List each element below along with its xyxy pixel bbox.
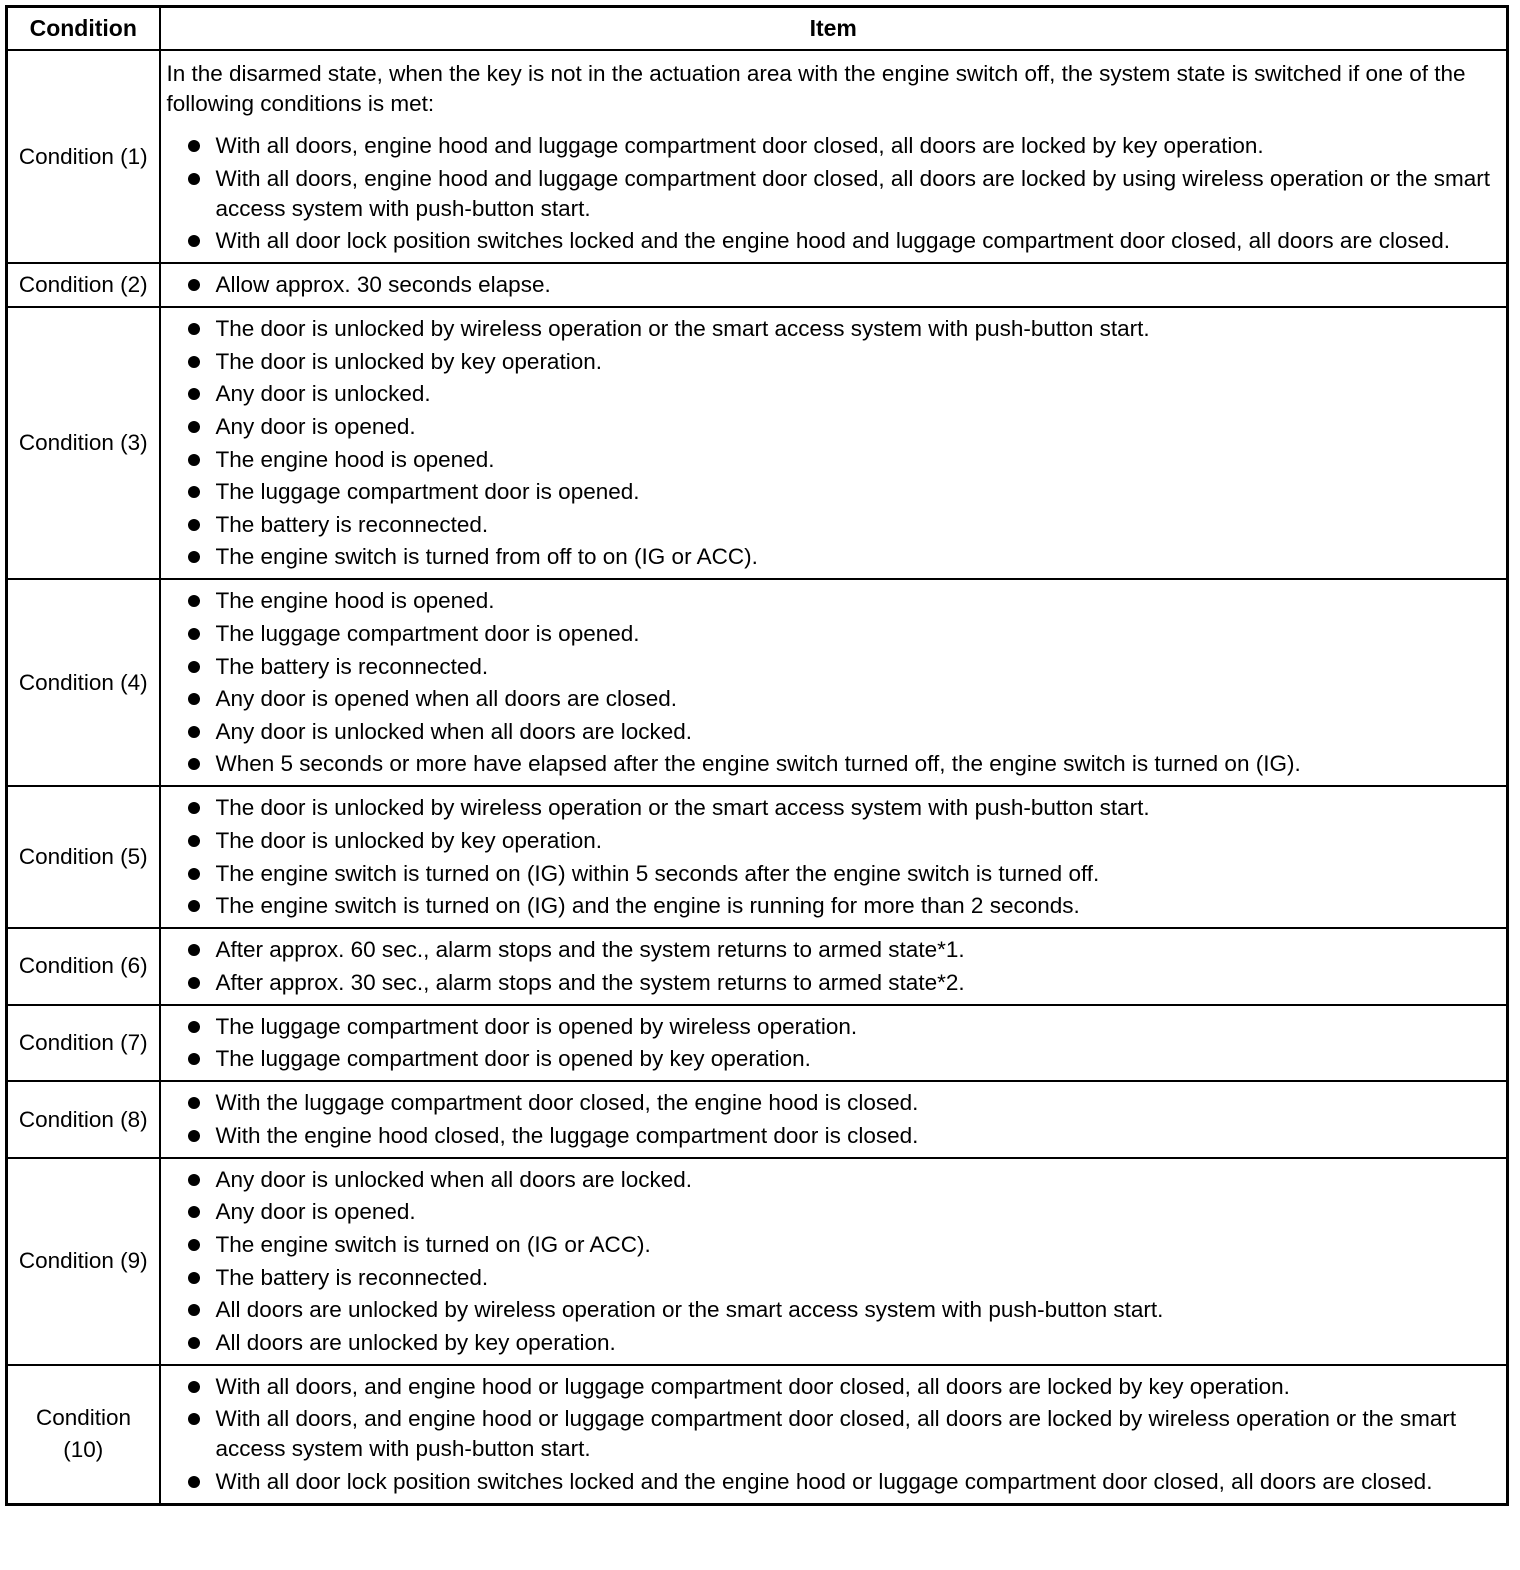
list-item-text: With all doors, engine hood and luggage compartment door closed, all doors are locked by key operation.	[215, 133, 1264, 158]
list-item	[167, 445, 1499, 475]
table-row	[7, 1005, 1508, 1082]
list-item	[167, 1295, 1499, 1325]
bullet-icon	[188, 944, 200, 956]
list-item-text: The engine switch is turned on (IG) and the engine is running for more than 2 seconds.	[215, 893, 1080, 919]
list-item	[167, 859, 1499, 889]
list-item-text: Any door is unlocked when all doors are locked.	[215, 1166, 693, 1192]
list-item-text: When 5 seconds or more have elapsed after the engine switch turned off, the engine switch is turned on (IG).	[215, 751, 1301, 777]
list-item-text: Any door is opened.	[215, 1199, 416, 1225]
bullet-icon	[188, 551, 200, 563]
table-row	[7, 1081, 1508, 1158]
list-item-text: The engine hood is opened.	[215, 446, 495, 472]
list-item	[167, 935, 1499, 965]
list-item	[167, 749, 1499, 779]
bullet-icon	[188, 388, 200, 400]
list-item	[167, 1121, 1499, 1151]
bullet-icon	[188, 1097, 200, 1109]
bullet-icon	[188, 693, 200, 705]
list-item	[167, 826, 1499, 856]
table-row	[7, 1158, 1508, 1365]
list-item	[167, 793, 1499, 823]
bullet-icon	[188, 661, 200, 673]
list-item-text: The luggage compartment door is opened by key operation.	[215, 1046, 811, 1072]
bullet-list	[167, 1088, 1499, 1151]
list-item	[167, 1263, 1499, 1293]
list-item	[167, 510, 1499, 540]
table-body	[7, 50, 1508, 1505]
bullet-list	[167, 270, 1499, 300]
condition-cell: Condition (2)	[7, 263, 160, 307]
list-item-text: The door is unlocked by wireless operation or the smart access system with push-button start.	[215, 316, 1150, 342]
bullet-icon	[188, 1476, 200, 1488]
list-item	[167, 1165, 1499, 1195]
list-item-text: The battery is reconnected.	[215, 1264, 489, 1290]
list-item	[167, 1012, 1499, 1042]
bullet-icon	[188, 1239, 200, 1251]
list-item-text: With all doors, and engine hood or luggage compartment door closed, all doors are locked by key operation.	[215, 1373, 1290, 1399]
bullet-icon	[188, 1130, 200, 1142]
item-cell	[160, 579, 1508, 786]
condition-cell: Condition (7)	[7, 1005, 160, 1082]
list-item-text: The engine switch is turned on (IG or ACC).	[215, 1232, 651, 1258]
condition-cell: Condition (8)	[7, 1081, 160, 1158]
list-item	[167, 1088, 1499, 1118]
list-item-text: The engine switch is turned on (IG) within 5 seconds after the engine switch is turned off.	[215, 860, 1100, 886]
list-item-text: With the luggage compartment door closed, the engine hood is closed.	[215, 1090, 919, 1116]
list-item	[167, 164, 1499, 224]
list-item	[167, 131, 1499, 161]
bullet-list	[167, 935, 1499, 998]
intro-text: In the disarmed state, when the key is not in the actuation area with the engine switch off, the system state is switched if one of the following conditions is met:	[166, 61, 1466, 116]
table-row	[7, 307, 1508, 579]
list-item	[167, 314, 1499, 344]
list-item-text: The engine switch is turned from off to on (IG or ACC).	[215, 544, 758, 570]
list-item-text: The door is unlocked by key operation.	[215, 827, 602, 853]
item-cell	[160, 928, 1508, 1005]
list-item-text: After approx. 60 sec., alarm stops and the system returns to armed state*1.	[215, 937, 965, 963]
bullet-list	[167, 1372, 1499, 1497]
bullet-icon	[188, 279, 200, 291]
header-item: Item	[160, 7, 1508, 51]
list-item-text: The luggage compartment door is opened.	[215, 620, 640, 646]
list-item	[167, 1230, 1499, 1260]
item-cell	[160, 1081, 1508, 1158]
bullet-list	[167, 1012, 1499, 1075]
bullet-icon	[188, 1337, 200, 1349]
list-item	[167, 684, 1499, 714]
bullet-icon	[188, 356, 200, 368]
bullet-icon	[188, 868, 200, 880]
item-cell	[160, 1158, 1508, 1365]
bullet-icon	[188, 1174, 200, 1186]
list-item-text: The battery is reconnected.	[215, 653, 489, 679]
list-item	[167, 379, 1499, 409]
header-condition: Condition	[7, 7, 160, 51]
list-item-text: With all doors, and engine hood or luggage compartment door closed, all doors are locked by wireless operation or the smart access system with push-button start.	[215, 1406, 1457, 1462]
table-row	[7, 263, 1508, 307]
condition-cell: Condition (9)	[7, 1158, 160, 1365]
bullet-icon	[188, 1206, 200, 1218]
list-item-text: The engine hood is opened.	[215, 588, 495, 614]
list-item-text: The battery is reconnected.	[215, 511, 489, 537]
conditions-table	[5, 5, 1509, 1506]
list-item	[167, 347, 1499, 377]
list-item-text: All doors are unlocked by wireless operation or the smart access system with push-button start.	[215, 1297, 1164, 1323]
item-cell	[160, 307, 1508, 579]
bullet-icon	[188, 802, 200, 814]
bullet-icon	[188, 900, 200, 912]
item-cell	[160, 1005, 1508, 1082]
bullet-icon	[188, 628, 200, 640]
condition-cell: Condition (4)	[7, 579, 160, 786]
list-item-text: The luggage compartment door is opened.	[215, 479, 640, 505]
list-item-text: The luggage compartment door is opened by wireless operation.	[215, 1013, 858, 1039]
bullet-icon	[188, 519, 200, 531]
list-item-text: Allow approx. 30 seconds elapse.	[215, 272, 551, 298]
bullet-icon	[188, 1413, 200, 1425]
list-item	[167, 1467, 1499, 1497]
list-item-text: Any door is opened.	[215, 413, 416, 439]
bullet-icon	[188, 1272, 200, 1284]
list-item	[167, 1328, 1499, 1358]
bullet-icon	[188, 835, 200, 847]
bullet-icon	[188, 323, 200, 335]
condition-cell: Condition (10)	[7, 1365, 160, 1505]
conditions-table-container	[5, 5, 1506, 1506]
list-item	[167, 412, 1499, 442]
list-item	[167, 1197, 1499, 1227]
bullet-icon	[188, 1304, 200, 1316]
condition-cell: Condition (3)	[7, 307, 160, 579]
list-item	[167, 652, 1499, 682]
bullet-icon	[188, 140, 200, 152]
table-row	[7, 928, 1508, 1005]
item-cell	[160, 263, 1508, 307]
list-item	[167, 226, 1499, 256]
list-item-text: With the engine hood closed, the luggage compartment door is closed.	[215, 1122, 919, 1148]
bullet-list	[167, 586, 1499, 779]
table-header-row	[7, 7, 1508, 51]
table-row	[7, 579, 1508, 786]
bullet-list	[167, 1165, 1499, 1358]
bullet-icon	[188, 726, 200, 738]
list-item-text: With all door lock position switches locked and the engine hood and luggage compartment door closed, all doors are closed.	[215, 228, 1450, 254]
bullet-list	[167, 131, 1499, 256]
table-row	[7, 1365, 1508, 1505]
item-cell	[160, 50, 1508, 263]
list-item	[167, 542, 1499, 572]
list-item-text: With all door lock position switches locked and the engine hood or luggage compartment door closed, all doors are closed.	[215, 1469, 1433, 1495]
list-item-text: The door is unlocked by wireless operation or the smart access system with push-button start.	[215, 795, 1150, 821]
condition-cell: Condition (1)	[7, 50, 160, 263]
bullet-icon	[188, 758, 200, 770]
list-item	[167, 1372, 1499, 1402]
bullet-icon	[188, 1053, 200, 1065]
condition-cell: Condition (5)	[7, 786, 160, 928]
list-item	[167, 891, 1499, 921]
list-item-text: Any door is unlocked.	[215, 381, 431, 407]
table-row	[7, 786, 1508, 928]
list-item	[167, 477, 1499, 507]
list-item-text: After approx. 30 sec., alarm stops and the system returns to armed state*2.	[215, 969, 965, 995]
list-item	[167, 1404, 1499, 1464]
list-item-text: With all doors, engine hood and luggage compartment door closed, all doors are locked by using wireless operation or the smart access system with push-button start.	[215, 165, 1490, 221]
list-item-text: Any door is unlocked when all doors are locked.	[215, 718, 693, 744]
item-cell	[160, 786, 1508, 928]
bullet-icon	[188, 1381, 200, 1393]
bullet-icon	[188, 421, 200, 433]
list-item	[167, 717, 1499, 747]
table-row	[7, 50, 1508, 263]
list-item-text: Any door is opened when all doors are closed.	[215, 686, 678, 712]
item-cell	[160, 1365, 1508, 1505]
list-item	[167, 619, 1499, 649]
list-item	[167, 586, 1499, 616]
bullet-icon	[188, 977, 200, 989]
bullet-icon	[188, 235, 200, 247]
list-item	[167, 270, 1499, 300]
list-item	[167, 1044, 1499, 1074]
bullet-icon	[188, 486, 200, 498]
list-item	[167, 968, 1499, 998]
list-item-text: The door is unlocked by key operation.	[215, 348, 602, 374]
bullet-icon	[188, 454, 200, 466]
list-item-text: All doors are unlocked by key operation.	[215, 1329, 616, 1355]
bullet-list	[167, 314, 1499, 572]
bullet-icon	[188, 1021, 200, 1033]
bullet-icon	[188, 173, 200, 185]
bullet-list	[167, 793, 1499, 921]
condition-cell: Condition (6)	[7, 928, 160, 1005]
bullet-icon	[188, 595, 200, 607]
